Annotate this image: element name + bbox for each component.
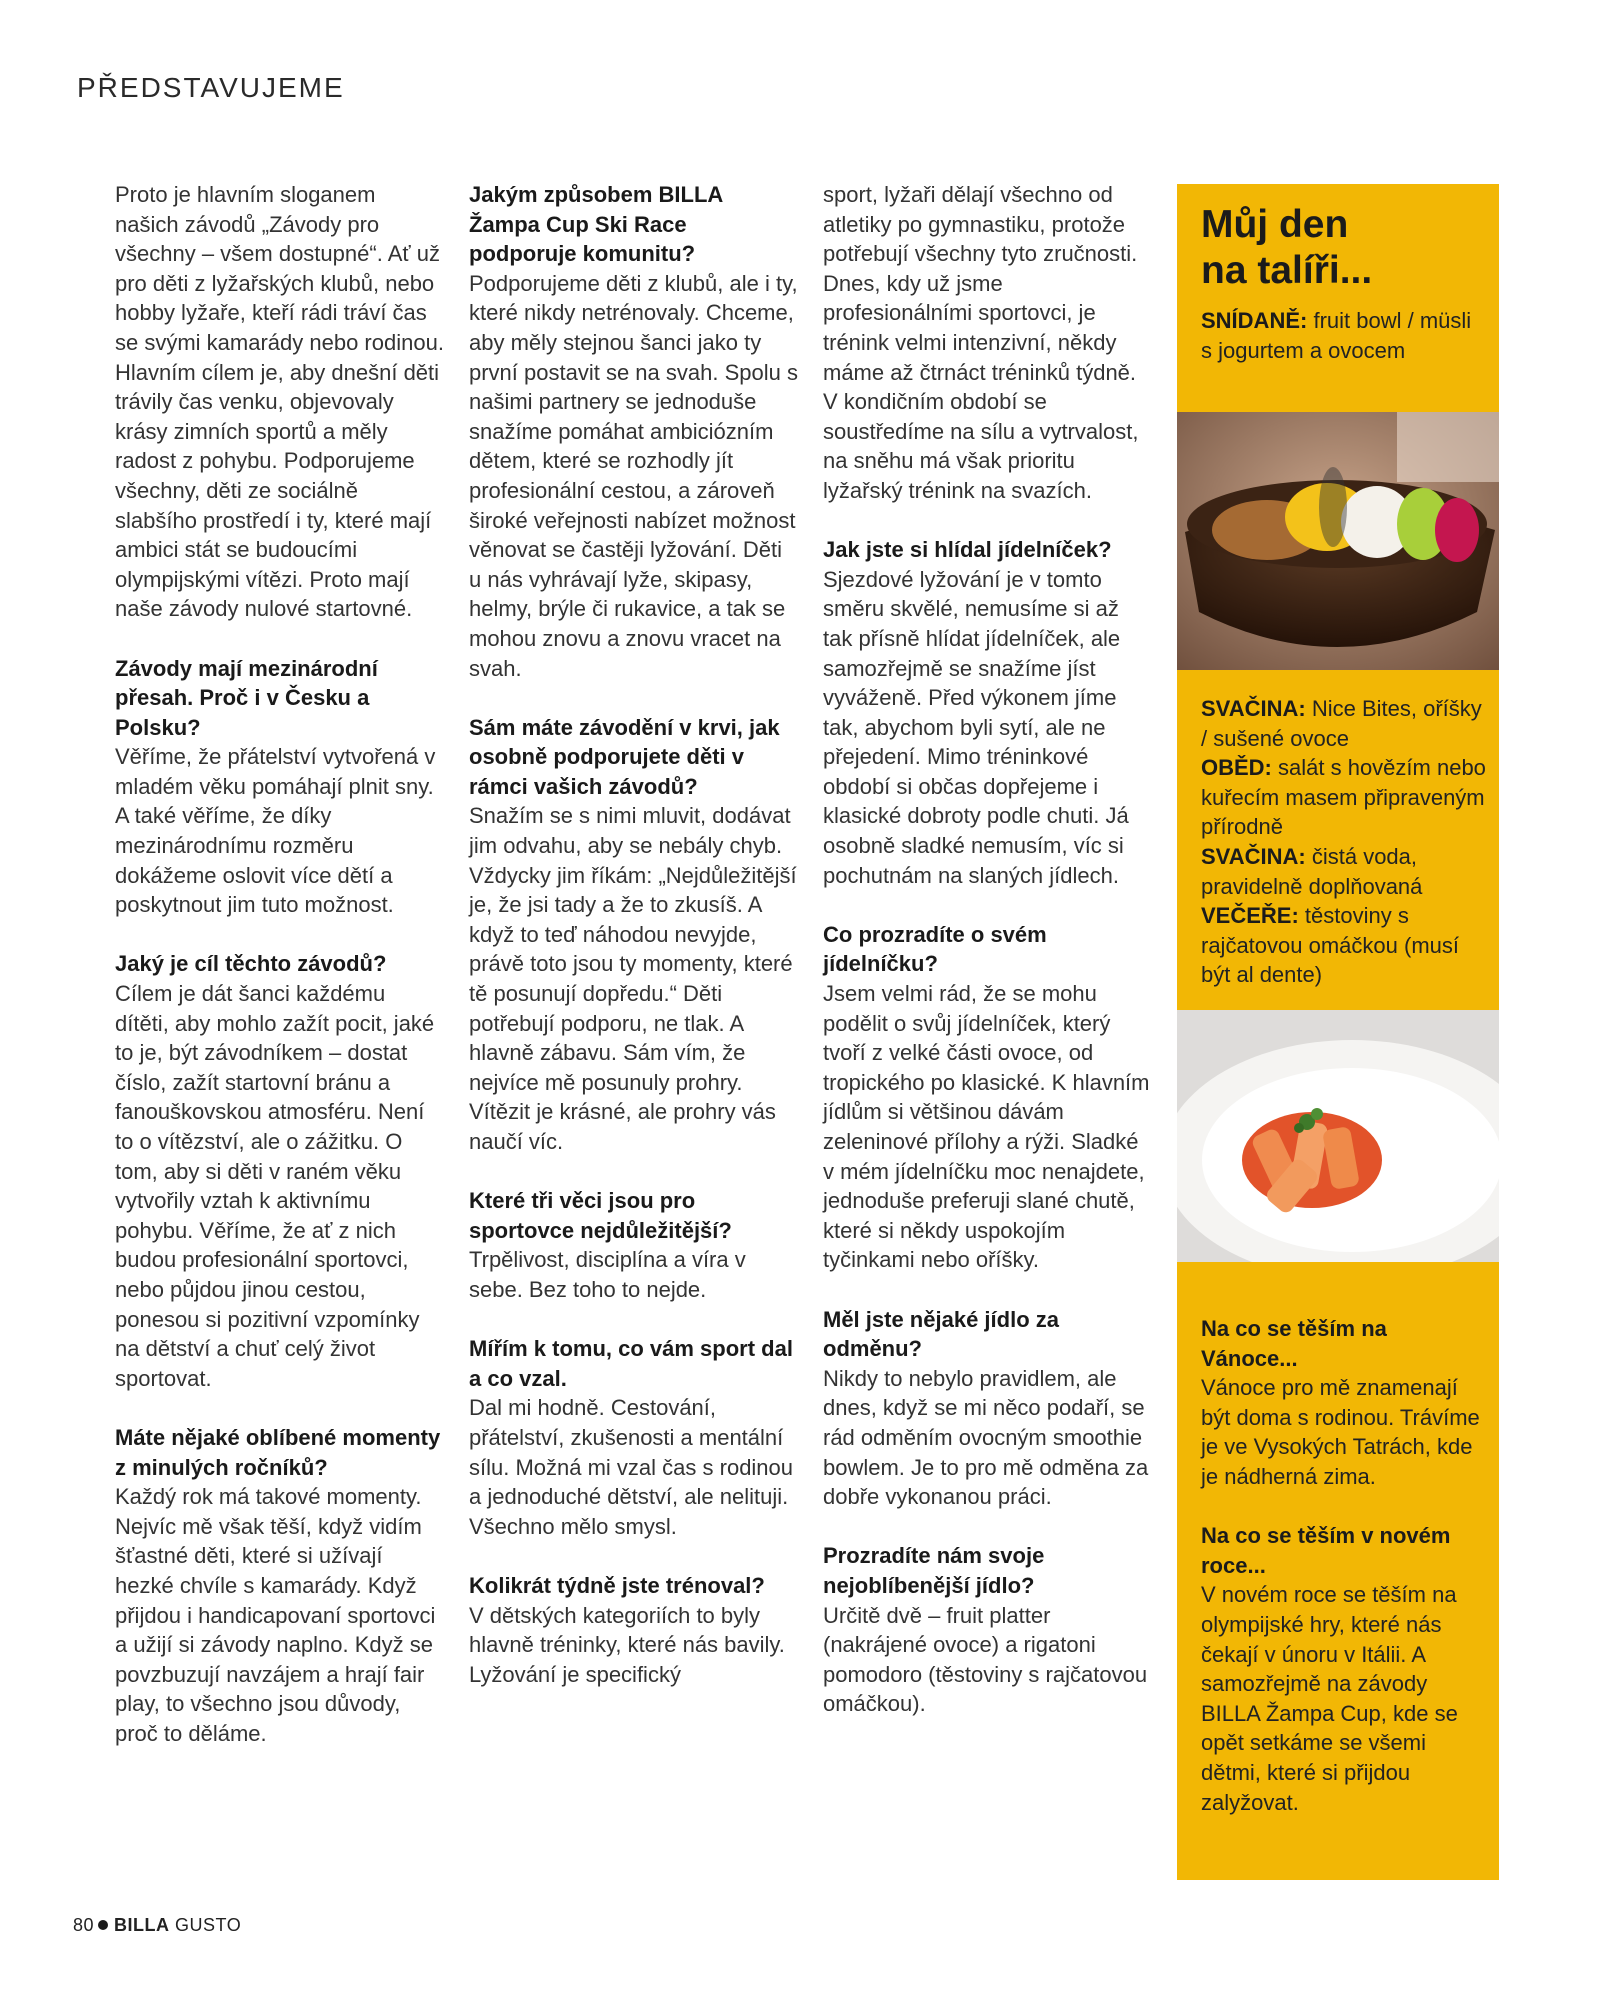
qa-block <box>115 949 445 1393</box>
snack-entry <box>1201 842 1486 901</box>
daily-meals <box>1201 694 1486 990</box>
qa-block <box>469 1186 799 1304</box>
article-column-1 <box>115 180 445 1748</box>
page-number: 80 <box>73 1915 95 1935</box>
answer-text: V novém roce se těším na olympijské hry, které nás čekají v únoru v Itálii. A samozřejmě na závody BILLA Žampa Cup, kde se opět setkáme se všemi dětmi, které si přijdou zalyžovat. <box>1201 1582 1458 1815</box>
sidebar-extra-qa <box>1201 1314 1486 1847</box>
meal-label: SNÍDANĚ: <box>1201 308 1308 333</box>
qa-block <box>469 1571 799 1689</box>
question-heading: Které tři věci jsou pro sportovce nejdůležitější? <box>469 1188 732 1243</box>
qa-block <box>823 1541 1153 1719</box>
fruit-bowl-photo <box>1177 412 1499 670</box>
sidebar-title-line: na talíři... <box>1201 249 1373 292</box>
qa-block <box>115 1423 445 1749</box>
pasta-photo <box>1177 1010 1499 1262</box>
answer-text: Nikdy to nebylo pravidlem, ale dnes, když se mi něco podaří, se rád odměním ovocným smoothie bowlem. Je to pro mě odměna za dobře vykonanou práci. <box>823 1365 1149 1510</box>
brand-name: BILLA <box>114 1915 170 1935</box>
qa-block <box>823 1305 1153 1512</box>
answer-text: Trpělivost, disciplína a víra v sebe. Bez toho to nejde. <box>469 1247 746 1302</box>
question-heading: Jak jste si hlídal jídelníček? <box>823 537 1112 563</box>
answer-text: Vánoce pro mě znamenají být doma s rodinou. Trávíme je ve Vysokých Tatrách, kde je nádherná zima. <box>1201 1375 1480 1489</box>
meal-label: SVAČINA: <box>1201 843 1306 869</box>
meal-label: VEČEŘE: <box>1201 903 1299 929</box>
answer-text: Dal mi hodně. Cestování, přátelství, zkušenosti a mentální sílu. Možná mi vzal čas s rodinou a jednoduché dětství, ale nelituji. Všechno mělo smysl. <box>469 1395 794 1539</box>
meal-text: čistá voda, pravidelně doplňovaná <box>1201 843 1423 899</box>
answer-text: sport, lyžaři dělají všechno od atletiky po gymnastiku, protože potřebují všechny tyto zručnosti. Dnes, kdy už jsme profesionálními sportovci, je trénink velmi intenzivní, někdy máme až čtrnáct tréninků týdně. V kondičním období se soustředíme na sílu a vytrvalost, na sněhu má však prioritu lyžařský trénink na svazích. <box>823 182 1139 503</box>
question-heading: Jakým způsobem BILLA Žampa Cup Ski Race podporuje komunitu? <box>469 182 723 267</box>
page-footer <box>73 1915 241 1936</box>
answer-text: Proto je hlavním sloganem našich závodů „Závody pro všechny – všem dostupné“. Ať už pro děti z lyžařských klubů, nebo hobby lyžaře, kteří rádi tráví čas se svými kamarády nebo rodinou. Hlavním cílem je, aby dnešní děti trávily čas venku, objevovaly krásy zimních sportů a měly radost z pohybu. Podporujeme všechny, děti ze sociálně slabšího prostředí i ty, které mají ambici stát se budoucími olympijskými vítězi. Proto mají naše závody nulové startovné. <box>115 182 444 622</box>
sidebar-title-line: Můj den <box>1201 203 1349 246</box>
paragraph <box>115 180 445 624</box>
answer-text: Sjezdové lyžování je v tomto směru skvělé, nemusíme si až tak přísně hlídat jídelníček, ale samozřejmě se snažíme jíst vyváženě. Před výkonem jíme tak, abychom byli sytí, ale ne přejedení. Mimo tréninkové období si občas dopřejeme i klasické dobroty podle chuti. Já osobně sladké nemusím, víc si pochutnám na slaných jídlech. <box>823 566 1129 888</box>
question-heading: Kolikrát týdně jste trénoval? <box>469 1572 765 1598</box>
question-heading: Měl jste nějaké jídlo za odměnu? <box>823 1306 1059 1362</box>
qa-block <box>115 654 445 920</box>
qa-block <box>469 180 799 683</box>
qa-block <box>1201 1314 1486 1492</box>
meal-text: Nice Bites, oříšky / sušené ovoce <box>1201 696 1482 751</box>
question-heading: Sám máte závodění v krvi, jak osobně podporujete děti v rámci vašich závodů? <box>469 714 780 799</box>
meal-text: fruit bowl / müsli s jogurtem a ovocem <box>1201 308 1472 363</box>
meal-text: salát s hovězím nebo kuřecím masem připraveným přírodně <box>1201 755 1486 840</box>
qa-block <box>823 535 1153 890</box>
answer-text: Jsem velmi rád, že se mohu podělit o svůj jídelníček, který tvoří z velké části ovoce, od tropického po klasické. K hlavním jídlům si většinou dávám zeleninové přílohy a rýži. Sladké v mém jídelníčku moc nenajdete, jednoduše preferuji slané chutě, které si někdy uspokojím tyčinkami nebo oříšky. <box>823 981 1150 1273</box>
sidebar-title <box>1201 202 1491 294</box>
lunch-entry <box>1201 753 1486 842</box>
section-label: PŘEDSTAVUJEME <box>77 72 345 103</box>
bullet-dot-icon <box>98 1920 108 1930</box>
answer-text: Cílem je dát šanci každému dítěti, aby mohlo zažít pocit, jaké to je, být závodníkem – dostat číslo, zažít startovní bránu a fanouškovskou atmosféru. Není to o vítězství, ale o zážitku. O tom, aby si děti v raném věku vytvořily vztah k aktivnímu pohybu. Věříme, že ať z nich budou profesionální sportovci, nebo půjdou jinou cestou, ponesou si pozitivní vzpomínky na dětství a chuť celý život sportovat. <box>115 981 435 1391</box>
menu-sidebar <box>1177 184 1499 1880</box>
question-heading: Prozradíte nám svoje nejoblíbenější jídlo? <box>823 1543 1045 1598</box>
qa-block <box>1201 1521 1486 1817</box>
question-heading: Na co se těším v novém roce... <box>1201 1523 1451 1578</box>
question-heading: Mířím k tomu, co vám sport dal a co vzal. <box>469 1336 793 1391</box>
question-heading: Na co se těším na Vánoce... <box>1201 1316 1387 1371</box>
question-heading: Co prozradíte o svém jídelníčku? <box>823 921 1047 977</box>
article-column-2 <box>469 180 799 1689</box>
meal-label: OBĚD: <box>1201 755 1272 781</box>
answer-text: Věříme, že přátelství vytvořená v mladém věku pomáhají plnit sny. A také věříme, že díky mezinárodnímu rozměru dokážeme oslovit více dětí a poskytnout jim tuto možnost. <box>115 744 436 918</box>
question-heading: Závody mají mezinárodní přesah. Proč i v Česku a Polsku? <box>115 655 378 740</box>
paragraph <box>823 180 1153 506</box>
question-heading: Jaký je cíl těchto závodů? <box>115 951 387 977</box>
question-heading: Máte nějaké oblíbené momenty z minulých ročníků? <box>115 1424 441 1480</box>
answer-text: Podporujeme děti z klubů, ale i ty, které nikdy netrénovaly. Chceme, aby měly stejnou šanci jako ty první postavit se na svah. Spolu s našimi partnery se jednoduše snažíme pomáhat ambiciózním dětem, které se rozhodly jít profesionální cestou, a zároveň široké veřejnosti nabízet možnost věnovat se častěji lyžování. Děti u nás vyhrávají lyže, skipasy, helmy, brýle či rukavice, a tak se mohou znovu a znovu vracet na svah. <box>469 270 798 681</box>
meal-label: SVAČINA: <box>1201 696 1306 721</box>
answer-text: V dětských kategoriích to byly hlavně tréninky, které nás bavily. Lyžování je specifický <box>469 1602 785 1687</box>
breakfast-entry <box>1201 306 1486 365</box>
snack-entry <box>1201 694 1486 753</box>
answer-text: Určitě dvě – fruit platter (nakrájené ovoce) a rigatoni pomodoro (těstoviny s rajčatovou omáčkou). <box>823 1602 1148 1717</box>
qa-block <box>469 713 799 1157</box>
answer-text: Snažím se s nimi mluvit, dodávat jim odvahu, aby se nebály chyb. Vždycky jim říkám: „Nejdůležitější je, že jsi tady a že to zkusíš. A když to teď náhodou nevyjde, právě toto jsou ty momenty, které tě posunují dopředu.“ Děti potřebují podporu, ne tlak. A hlavně zábavu. Sám vím, že nejvíce mě posunuly prohry. Vítězit je krásné, ale prohry vás naučí víc. <box>469 803 797 1154</box>
qa-block <box>823 920 1153 1275</box>
meal-text: těstoviny s rajčatovou omáčkou (musí být al dente) <box>1201 903 1459 988</box>
qa-block <box>469 1334 799 1541</box>
dinner-entry <box>1201 901 1486 990</box>
answer-text: Každý rok má takové momenty. Nejvíc mě však těší, když vidím šťastné děti, které si užívají hezké chvíle s kamarády. Když přijdou i handicapovaní sportovci a užijí si závody naplno. Když se povzbuzují navzájem a hrají fair play, to všechno jsou důvody, proč to děláme. <box>115 1484 436 1746</box>
article-column-3 <box>823 180 1153 1719</box>
magazine-name: GUSTO <box>175 1915 242 1935</box>
